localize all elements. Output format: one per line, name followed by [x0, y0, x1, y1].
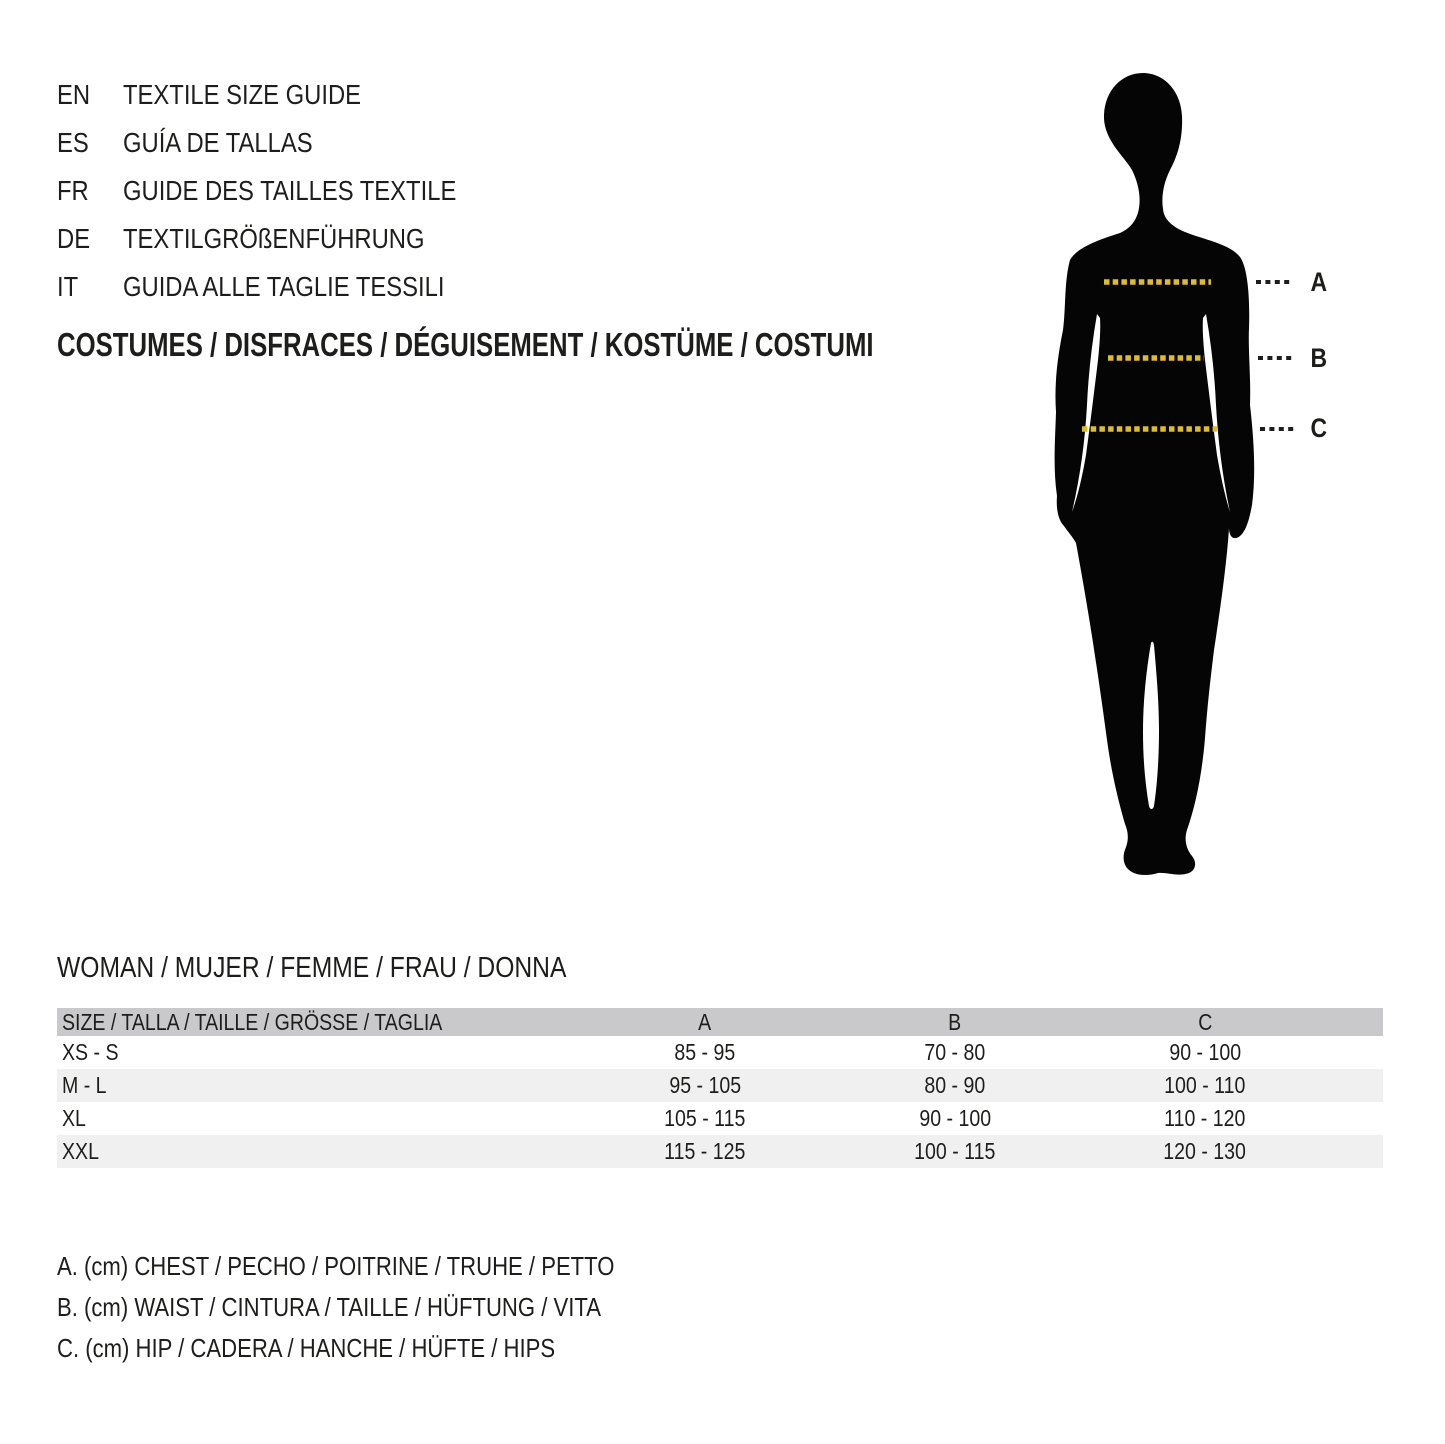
- language-title: GUIDA ALLE TAGLIE TESSILI: [123, 271, 445, 302]
- language-row-it: [57, 263, 515, 311]
- table-row-xs-s: [57, 1036, 1383, 1069]
- table-row-m-l: [57, 1069, 1383, 1102]
- table-row-xxl: [57, 1135, 1383, 1168]
- language-code: DE: [57, 223, 91, 254]
- language-row-fr: [57, 167, 515, 215]
- hip-cell: 100 - 110: [1164, 1072, 1246, 1098]
- table-row-xl: [57, 1102, 1383, 1135]
- size-table-header-row: [57, 1008, 1383, 1036]
- measure-label-a: A: [1310, 266, 1328, 297]
- hip-cell: 120 - 130: [1163, 1138, 1247, 1164]
- woman-silhouette-figure: [1030, 60, 1340, 900]
- measurement-legend: [57, 1246, 713, 1369]
- chest-cell: 105 - 115: [664, 1105, 746, 1131]
- category-title: COSTUMES / DISFRACES / DÉGUISEMENT / KOSTÜME / COSTUMI: [57, 326, 874, 363]
- legend-waist: B. (cm) WAIST / CINTURA / TAILLE / HÜFTUNG / VITA: [57, 1292, 601, 1322]
- waist-cell: 70 - 80: [924, 1039, 986, 1065]
- size-table: [57, 1008, 1383, 1168]
- language-code: FR: [57, 175, 89, 206]
- size-cell: M - L: [62, 1072, 107, 1098]
- chest-cell: 85 - 95: [674, 1039, 736, 1065]
- size-cell: XL: [62, 1105, 86, 1131]
- column-header-a: A: [698, 1008, 712, 1035]
- language-title: TEXTILGRÖßENFÜHRUNG: [123, 223, 425, 254]
- measure-label-c: C: [1310, 412, 1328, 443]
- size-column-header: SIZE / TALLA / TAILLE / GRÖSSE / TAGLIA: [62, 1008, 443, 1035]
- size-cell: XXL: [62, 1138, 99, 1164]
- hip-cell: 110 - 120: [1164, 1105, 1246, 1131]
- language-code: ES: [57, 127, 89, 158]
- column-header-b: B: [948, 1008, 962, 1035]
- chest-cell: 115 - 125: [664, 1138, 746, 1164]
- language-title: TEXTILE SIZE GUIDE: [123, 79, 362, 110]
- legend-chest: A. (cm) CHEST / PECHO / POITRINE / TRUHE / PETTO: [57, 1251, 615, 1281]
- column-header-c: C: [1197, 1008, 1213, 1035]
- language-title: GUIDE DES TAILLES TEXTILE: [123, 175, 457, 206]
- waist-cell: 100 - 115: [914, 1138, 996, 1164]
- waist-cell: 90 - 100: [919, 1105, 991, 1131]
- language-code: IT: [57, 271, 79, 302]
- language-row-en: [57, 71, 515, 119]
- language-row-de: [57, 215, 515, 263]
- measure-label-b: B: [1310, 342, 1328, 373]
- language-guide-list: [57, 71, 515, 311]
- language-code: EN: [57, 79, 91, 110]
- waist-cell: 80 - 90: [924, 1072, 986, 1098]
- section-title-woman: WOMAN / MUJER / FEMME / FRAU / DONNA: [57, 951, 567, 984]
- language-title: GUÍA DE TALLAS: [123, 127, 313, 158]
- chest-cell: 95 - 105: [669, 1072, 741, 1098]
- legend-hip: C. (cm) HIP / CADERA / HANCHE / HÜFTE / HIPS: [57, 1333, 556, 1363]
- size-cell: XS - S: [62, 1039, 119, 1065]
- language-row-es: [57, 119, 515, 167]
- woman-silhouette: [1030, 60, 1340, 900]
- hip-cell: 90 - 100: [1169, 1039, 1241, 1065]
